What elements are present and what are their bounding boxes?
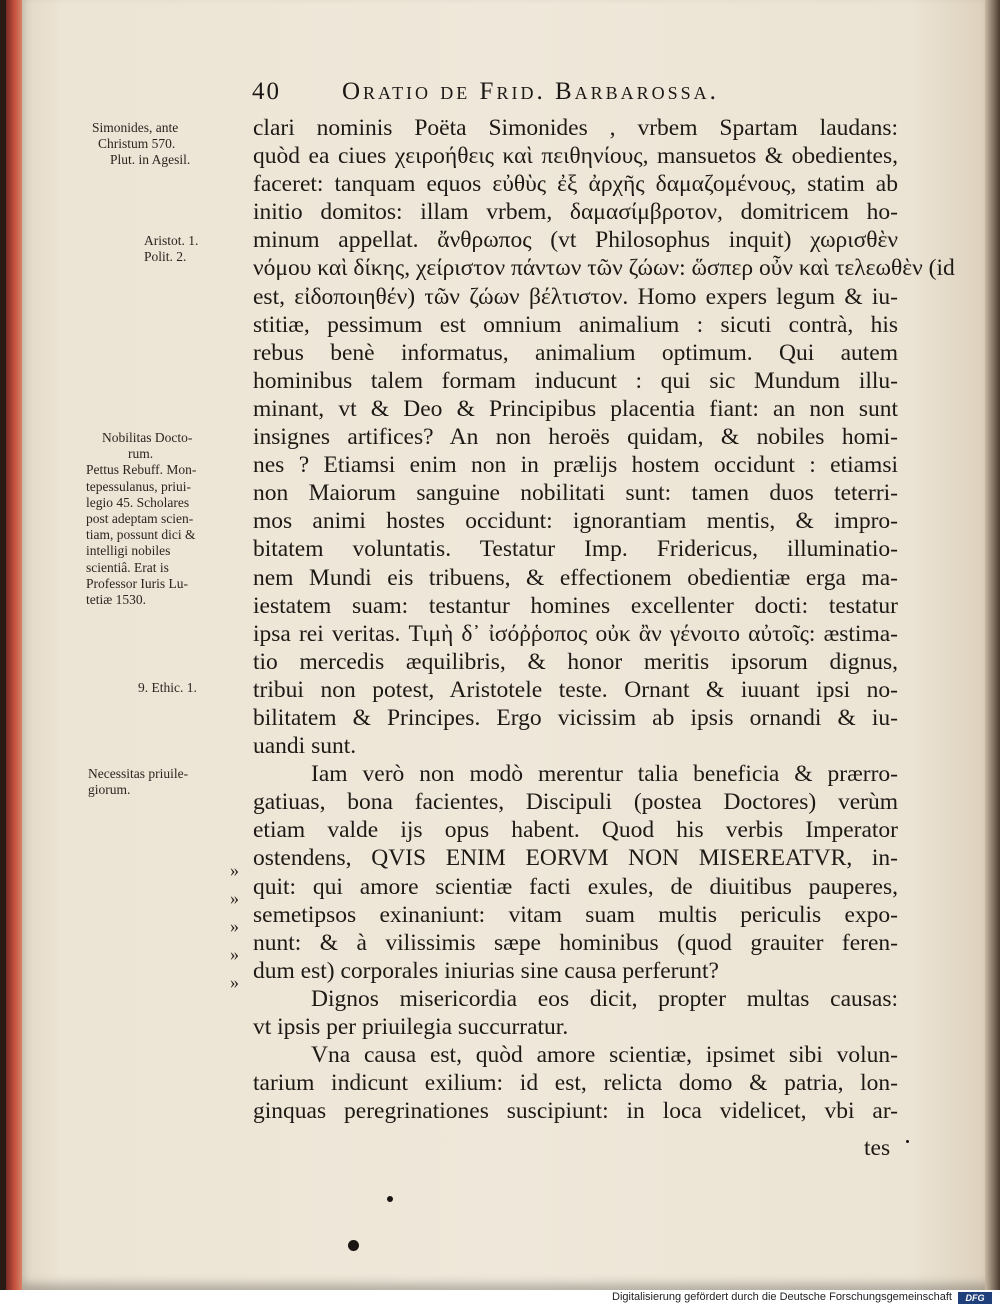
margin-line: tepessulanus, priui- xyxy=(86,478,191,494)
text-line: uandi sunt. xyxy=(253,733,357,760)
margin-line: Plut. in Agesil. xyxy=(110,152,191,168)
text-line: Iam verò non modò merentur talia beneficia & prærro- xyxy=(311,761,898,788)
margin-line: Pettus Rebuff. Mon- xyxy=(86,462,197,478)
margin-line: scientiâ. Erat is xyxy=(86,559,169,575)
text-line: faceret: tanquam equos εὐθὺς ἐξ ἀρχῆς δαμαζομένους, statim ab xyxy=(253,171,898,198)
ink-dot xyxy=(387,1196,393,1202)
margin-line: rum. xyxy=(128,446,154,462)
text-line: νόμου καὶ δίκης, χείριστον πάντων τῶν ζώων: ὥσπερ οὖν καὶ τελεωθὲν (id xyxy=(253,255,955,282)
quote-mark: » xyxy=(230,888,239,909)
text-line: quit: qui amore scientiæ facti exules, de diuitibus pauperes, xyxy=(253,873,898,900)
text-line: non Maiorum sanguine nobilitati sunt: tamen duos teterri- xyxy=(253,480,898,507)
quote-mark: » xyxy=(230,916,239,937)
catchword: tes xyxy=(864,1135,891,1161)
text-line: ipsa rei veritas. Τιμὴ δ᾽ ἰσόῤῥοπος οὐκ ἂν γένοιτο αὐτοῖς: æstima- xyxy=(253,620,898,647)
margin-line: legio 45. Scholares xyxy=(86,494,190,510)
text-line: minum appellat. ἄνθρωπος (vt Philosophus inquit) χωρισθὲν xyxy=(253,227,898,254)
page-number: 40 xyxy=(252,78,281,105)
text-line: ginquas peregrinationes suscipiunt: in loca videlicet, vbi ar- xyxy=(253,1098,898,1125)
text-line: insignes artifices? An non heroës quidam, & nobiles homi- xyxy=(253,424,898,451)
quote-mark: » xyxy=(230,944,239,965)
margin-line: post adeptam scien- xyxy=(86,511,194,527)
text-line: minant, vt & Deo & Principibus placentia fiant: an non sunt xyxy=(253,395,898,422)
margin-line: Christum 570. xyxy=(98,136,176,152)
running-header xyxy=(252,76,912,114)
quote-mark: » xyxy=(230,860,239,880)
text-line: nem Mundi eis tribuens, & effectionem obedientiæ erga ma- xyxy=(253,564,898,591)
digitization-footer xyxy=(0,1290,1000,1307)
text-line: quòd ea ciues χειροήθεις καὶ πειθηνίους, mansuetos & obedientes, xyxy=(253,143,898,170)
text-line: tribui non potest, Aristotele teste. Ornant & iuuant ipsi no- xyxy=(253,676,898,703)
quotation-marks-column xyxy=(230,856,250,996)
text-line: stitiæ, pessimum est omnium animalium : sicuti contrà, his xyxy=(253,311,898,338)
footer-credit: Digitalisierung gefördert durch die Deutsche Forschungsgemeinschaft xyxy=(612,1291,952,1303)
margin-note-nobilitas xyxy=(86,430,262,608)
text-line: tarium indicunt exilium: id est, relicta domo & patria, lon- xyxy=(253,1070,898,1097)
book-edge-right xyxy=(985,0,1000,1290)
ink-dot xyxy=(348,1240,359,1251)
text-line: mos animi hostes occidunt: ignorantiam mentis, & impro- xyxy=(253,508,898,535)
text-line: clari nominis Poëta Simonides , vrbem Spartam laudans: xyxy=(253,115,898,141)
text-line: est, εἰδοποιηθέν) τῶν ζώων βέλτιστον. Homo expers legum & iu- xyxy=(253,283,898,310)
margin-line: 9. Ethic. 1. xyxy=(138,680,197,695)
text-line: nes ? Etiamsi enim non in prælijs hostem occidunt : etiamsi xyxy=(253,452,898,479)
text-line: rebus benè informatus, animalium optimum. Qui autem xyxy=(253,339,898,366)
text-line: Dignos misericordia eos dicit, propter multas causas: xyxy=(311,985,898,1012)
text-line: initio domitos: illam vrbem, δαμασίμβροτον, domitricem ho- xyxy=(253,199,898,226)
margin-line: Nobilitas Docto- xyxy=(102,430,193,445)
text-line: gatiuas, bona facientes, Discipuli (postea Doctores) verùm xyxy=(253,789,898,816)
text-line: bilitatem & Principes. Ergo vicissim ab ipsis ornandi & iu- xyxy=(253,704,898,731)
body-text xyxy=(253,114,955,1125)
margin-note-simonides xyxy=(92,120,252,169)
margin-line: Professor Iuris Lu- xyxy=(86,575,188,591)
margin-line: tiam, possunt dici & xyxy=(86,527,196,543)
text-line: vt ipsis per priuilegia succurratur. xyxy=(253,1014,569,1040)
text-line: hominibus talem formam inducunt : qui sic Mundum illu- xyxy=(253,367,898,394)
margin-line: Necessitas priuile- xyxy=(88,766,189,781)
text-line: dum est) corporales iniurias sine causa perferunt? xyxy=(253,957,719,984)
margin-line: giorum. xyxy=(88,782,131,798)
dfg-logo: DFG xyxy=(958,1292,992,1304)
quote-mark: » xyxy=(230,972,239,993)
text-line: semetipsos exinaniunt: vitam suam multis periculis expo- xyxy=(253,901,898,928)
running-title: Oratio de Frid. Barbarossa. xyxy=(342,78,719,105)
text-line: ostendens, QVIS ENIM EORVM NON MISEREATVR, in- xyxy=(253,845,898,872)
ink-dot xyxy=(906,1140,909,1143)
margin-line: intelligi nobiles xyxy=(86,543,171,559)
margin-line: tetiæ 1530. xyxy=(86,592,146,608)
margin-note-necessitas xyxy=(88,766,248,798)
text-line: iestatem suam: testantur homines excellenter docti: testatur xyxy=(253,592,898,619)
text-line: tio mercedis æquilibris, & honor meritis ipsorum dignus, xyxy=(253,648,898,675)
text-line: etiam valde ijs opus habent. Quod his verbis Imperator xyxy=(253,817,898,844)
text-line: nunt: & à vilissimis sæpe hominibus (quod grauiter feren- xyxy=(253,929,898,956)
text-line: bitatem voluntatis. Testatur Imp. Fridericus, illuminatio- xyxy=(253,536,898,563)
margin-line: Simonides, ante xyxy=(92,120,179,135)
margin-line: Aristot. 1. xyxy=(144,233,199,248)
text-line: Vna causa est, quòd amore scientiæ, ipsimet sibi volun- xyxy=(311,1042,898,1069)
margin-line: Polit. 2. xyxy=(144,249,187,265)
